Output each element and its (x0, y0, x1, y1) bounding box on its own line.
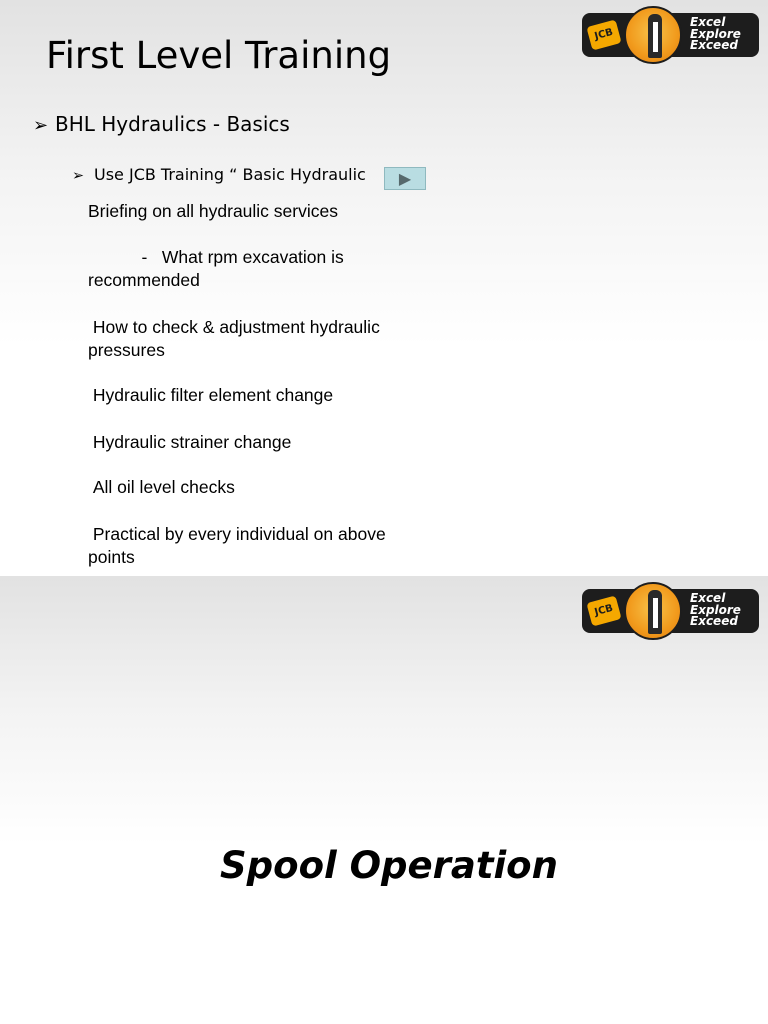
bullet-arrow-icon: ➢ (72, 168, 85, 184)
bullet-text: BHL Hydraulics - Basics (55, 112, 290, 136)
jcb-brand-mark: JCB (586, 20, 621, 51)
logo-slogan-line3: Exceed (690, 614, 738, 628)
jcb-logo (582, 589, 759, 633)
jcb-logo (582, 13, 759, 57)
bullet-bhl-hydraulics (33, 112, 290, 136)
item-oil-level-checks: All oil level checks (88, 477, 235, 497)
slide-title: First Level Training (46, 34, 392, 77)
logo-slogan-line2: Explore (690, 26, 741, 41)
bullet-use-jcb-training (72, 165, 386, 184)
logo-slogan (690, 593, 756, 628)
logo-slogan-line1: Excel (690, 15, 726, 29)
item-check-pressures: How to check & adjustment hydraulic pressures (88, 317, 385, 360)
play-icon: ▶ (398, 169, 412, 188)
item-rpm-excavation: - What rpm excavation is recommended (88, 247, 349, 290)
item-practical: Practical by every individual on above points (88, 524, 391, 567)
slide-title: Spool Operation (220, 844, 558, 887)
bullet-arrow-icon: ➢ (33, 115, 49, 136)
item-filter-change: Hydraulic filter element change (88, 385, 334, 405)
operator-badge-icon (624, 582, 682, 640)
logo-slogan-line2: Explore (690, 602, 741, 617)
logo-slogan-line3: Exceed (690, 38, 738, 52)
item-briefing: Briefing on all hydraulic services (88, 201, 338, 221)
jcb-brand-mark: JCB (586, 596, 621, 627)
logo-slogan-line1: Excel (690, 591, 726, 605)
logo-slogan (690, 17, 756, 52)
bullet-text: Use JCB Training “ Basic Hydraulic (94, 165, 366, 184)
item-strainer-change: Hydraulic strainer change (88, 432, 292, 452)
slide-spool-operation (0, 576, 768, 1024)
operator-badge-icon (624, 6, 682, 64)
play-button[interactable] (384, 167, 426, 190)
